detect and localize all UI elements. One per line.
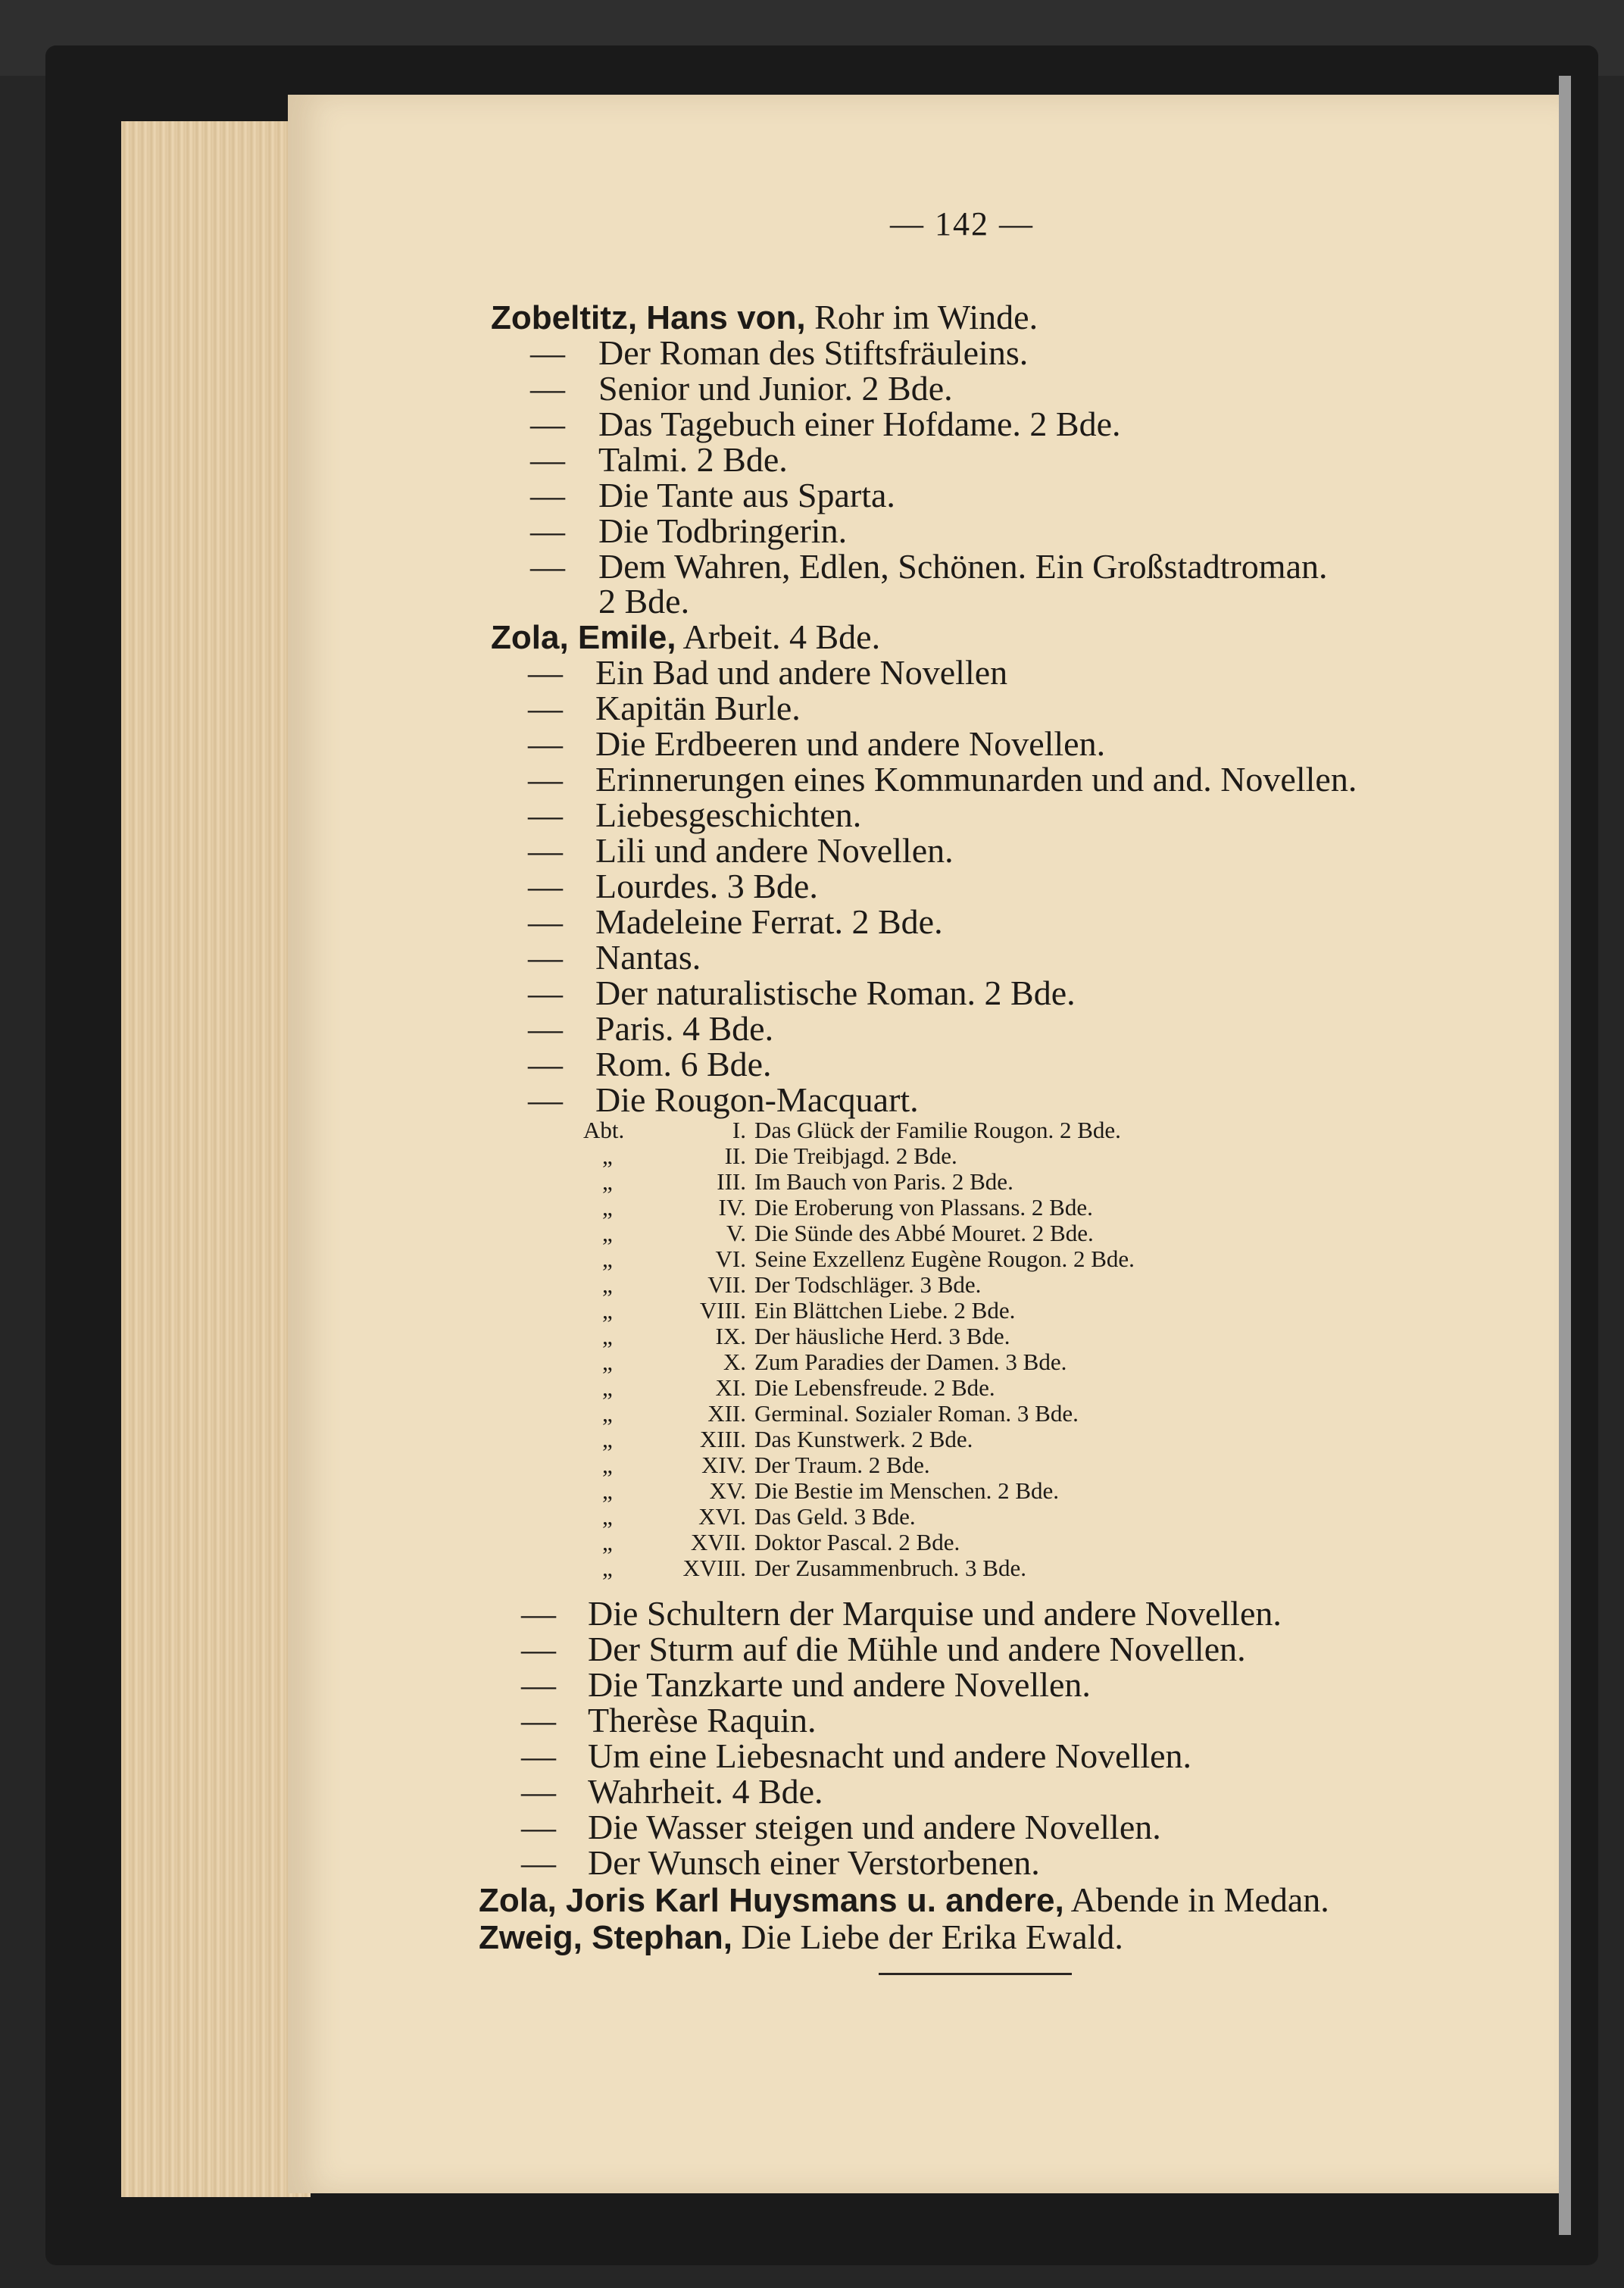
entry-title: Erinnerungen eines Kommunarden und and. Novellen. [595,760,1357,799]
part-numeral: VIII. [699,1297,746,1324]
dash-mark: — [521,1843,556,1882]
entry-title: Lili und andere Novellen. [595,831,954,870]
entry-title: Abende in Medan. [1063,1880,1329,1919]
ditto-mark: „ [602,1349,613,1375]
dash-mark: — [528,1045,563,1083]
part-title: Der häusliche Herd. 3 Bde. [754,1323,1010,1349]
part-title: Germinal. Sozialer Roman. 3 Bde. [754,1400,1079,1427]
part-title: Der Traum. 2 Bde. [754,1452,930,1478]
ditto-mark: „ [602,1194,613,1221]
dash-mark: — [528,974,563,1012]
entry-title: Das Tagebuch einer Hofdame. 2 Bde. [598,405,1121,443]
dash-mark: — [521,1808,556,1846]
dash-mark: — [528,724,563,763]
part-numeral: XVI. [698,1503,746,1530]
dash-mark: — [530,547,565,586]
page-edges [121,121,311,2197]
part-title: Die Treibjagd. 2 Bde. [754,1142,957,1169]
dash-mark: — [521,1630,556,1668]
part-numeral: X. [723,1349,746,1375]
author-name: Zola, Emile, [491,619,676,656]
entry-zola-main [491,619,880,656]
entry-title: Der Roman des Stiftsfräuleins. [598,333,1029,372]
ditto-mark: „ [602,1168,613,1195]
entry-title: Ein Bad und andere Novellen [595,653,1008,692]
entry-title: Um eine Liebesnacht und andere Novellen. [588,1736,1192,1775]
entry-title: Die Erdbeeren und andere Novellen. [595,724,1106,763]
part-title: Das Glück der Familie Rougon. 2 Bde. [754,1117,1121,1143]
entry-title: Paris. 4 Bde. [595,1009,774,1048]
author-name: Zola, Joris Karl Huysmans u. andere, [479,1882,1064,1919]
part-numeral: XIV. [701,1452,746,1478]
dash-mark: — [528,653,563,692]
dash-mark: — [530,511,565,550]
entry-title: Kapitän Burle. [595,689,801,727]
dash-mark: — [528,795,563,834]
ditto-mark: „ [602,1477,613,1504]
entry-zobeltitz-main [491,299,1038,336]
dash-mark: — [530,440,565,479]
dash-mark: — [528,902,563,941]
part-numeral: VII. [707,1271,746,1298]
ditto-mark: „ [602,1297,613,1324]
author-name: Zweig, Stephan, [479,1919,732,1956]
entry-title: Talmi. 2 Bde. [598,440,788,479]
dash-mark: — [521,1772,556,1811]
part-numeral: III. [717,1168,746,1195]
dash-mark: — [521,1736,556,1775]
dash-mark: — [521,1665,556,1704]
ditto-mark: „ [602,1452,613,1478]
part-numeral: IV. [718,1194,746,1221]
entry-title: Rohr im Winde. [805,298,1038,336]
part-numeral: I. [732,1117,746,1143]
part-numeral: II. [724,1142,746,1169]
entry-title: Die Schultern der Marquise und andere Novellen. [588,1594,1282,1633]
dash-mark: — [521,1594,556,1633]
entry-title: Liebesgeschichten. [595,795,862,834]
author-name: Zobeltitz, Hans von, [491,299,806,336]
entry-title: Die Tante aus Sparta. [598,476,895,514]
ditto-mark: „ [602,1374,613,1401]
dash-mark: — [528,1009,563,1048]
entry-title: Der Sturm auf die Mühle und andere Novellen. [588,1630,1246,1668]
ditto-mark: „ [602,1246,613,1272]
ditto-mark: „ [602,1271,613,1298]
ditto-mark: „ [602,1555,613,1581]
dash-mark: — [528,689,563,727]
part-title: Die Bestie im Menschen. 2 Bde. [754,1477,1060,1504]
part-numeral: IX. [715,1323,746,1349]
ditto-mark: „ [602,1323,613,1349]
dash-mark: — [528,831,563,870]
part-numeral: XVII. [690,1529,746,1555]
part-title: Im Bauch von Paris. 2 Bde. [754,1168,1013,1195]
part-title: Das Geld. 3 Bde. [754,1503,916,1530]
entry-title: Rom. 6 Bde. [595,1045,772,1083]
part-title: Doktor Pascal. 2 Bde. [754,1529,960,1555]
ditto-mark: „ [602,1220,613,1246]
part-title: Der Todschläger. 3 Bde. [754,1271,982,1298]
part-numeral: XVIII. [682,1555,746,1581]
ditto-mark: „ [602,1426,613,1452]
entry-medan [479,1882,1329,1919]
dash-mark: — [530,476,565,514]
dash-mark: — [528,867,563,905]
entry-title: Nantas. [595,938,701,977]
dash-mark: — [521,1701,556,1739]
part-numeral: XV. [709,1477,746,1504]
part-title: Die Eroberung von Plassans. 2 Bde. [754,1194,1093,1221]
part-title: Die Lebensfreude. 2 Bde. [754,1374,995,1401]
end-rule [879,1973,1072,1975]
entry-title: Die Todbringerin. [598,511,848,550]
part-title: Ein Blättchen Liebe. 2 Bde. [754,1297,1016,1324]
part-numeral: XII. [707,1400,746,1427]
part-title: Die Sünde des Abbé Mouret. 2 Bde. [754,1220,1094,1246]
dash-mark: — [530,333,565,372]
entry-title: Madeleine Ferrat. 2 Bde. [595,902,943,941]
page-right-edge [1559,76,1571,2235]
entry-title: Der Wunsch einer Verstorbenen. [588,1843,1040,1882]
entry-title: Wahrheit. 4 Bde. [588,1772,823,1811]
dash-mark: — [528,760,563,799]
part-numeral: VI. [715,1246,746,1272]
entry-title: Therèse Raquin. [588,1701,817,1739]
part-numeral: XI. [715,1374,746,1401]
ditto-mark: „ [602,1142,613,1169]
entry-title: Die Liebe der Erika Ewald. [732,1918,1123,1956]
entry-title: 2 Bde. [598,582,690,620]
part-title: Das Kunstwerk. 2 Bde. [754,1426,973,1452]
entry-title: Dem Wahren, Edlen, Schönen. Ein Großstadtroman. [598,547,1328,586]
entry-title: Die Wasser steigen und andere Novellen. [588,1808,1161,1846]
dash-mark: — [530,405,565,443]
part-title: Zum Paradies der Damen. 3 Bde. [754,1349,1067,1375]
abt-label: Abt. [583,1117,625,1143]
dash-mark: — [528,1080,563,1119]
entry-title: Lourdes. 3 Bde. [595,867,818,905]
entry-zweig [479,1919,1123,1956]
part-title: Seine Exzellenz Eugène Rougon. 2 Bde. [754,1246,1135,1272]
ditto-mark: „ [602,1529,613,1555]
page-number: — 142 — [890,205,1034,242]
entry-title: Senior und Junior. 2 Bde. [598,369,953,408]
entry-title: Arbeit. 4 Bde. [676,617,881,656]
ditto-mark: „ [602,1400,613,1427]
part-numeral: V. [726,1220,746,1246]
entry-title: Die Tanzkarte und andere Novellen. [588,1665,1091,1704]
dash-mark: — [530,369,565,408]
entry-title: Die Rougon-Macquart. [595,1080,919,1119]
part-title: Der Zusammenbruch. 3 Bde. [754,1555,1026,1581]
part-numeral: XIII. [699,1426,746,1452]
ditto-mark: „ [602,1503,613,1530]
dash-mark: — [528,938,563,977]
entry-title: Der naturalistische Roman. 2 Bde. [595,974,1076,1012]
